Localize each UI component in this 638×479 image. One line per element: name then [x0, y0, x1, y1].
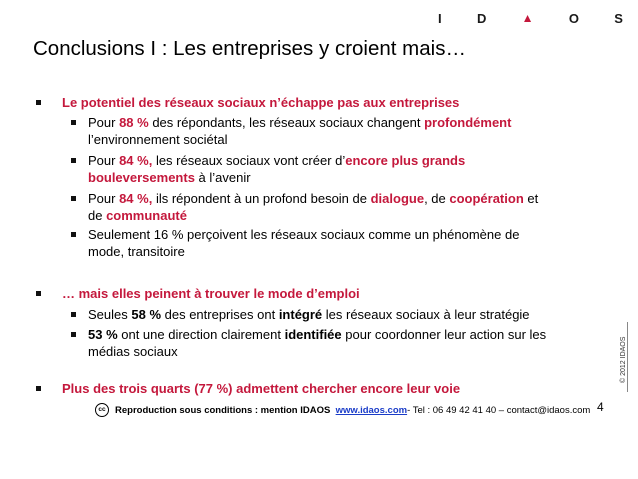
item-text: médias sociaux — [88, 343, 178, 359]
item-text: les réseaux sociaux vont créer d’ — [152, 153, 346, 168]
item-text: Seulement 16 % perçoivent les réseaux sociaux comme un phénomène de — [88, 227, 520, 242]
list-item — [88, 227, 598, 260]
item-highlight: communauté — [106, 207, 187, 223]
item-text: mode, transitoire — [88, 243, 185, 259]
item-text: de — [88, 207, 107, 223]
item-highlight: coopération — [449, 191, 524, 206]
bullet-square-icon — [71, 196, 76, 201]
item-bold: 53 % — [88, 327, 118, 342]
section1-heading: Le potentiel des réseaux sociaux n’échappe pas aux entreprises — [62, 95, 460, 110]
copyright-divider — [627, 322, 628, 392]
section3-heading: Plus des trois quarts (77 %) admettent chercher encore leur voie — [62, 381, 461, 396]
footer-notice: Reproduction sous conditions : mention IDAOS — [115, 404, 331, 416]
item-text: Pour — [88, 191, 120, 206]
list-item — [88, 153, 598, 186]
bullet-square-icon — [71, 312, 76, 317]
logo-triangle-icon: ▲ — [521, 11, 534, 25]
item-text: , de — [424, 191, 450, 206]
item-highlight: 88 % — [119, 115, 149, 130]
list-item — [88, 307, 598, 324]
item-highlight: 84 %, — [119, 153, 153, 168]
slide-title: Conclusions I : Les entreprises y croient mais… — [33, 37, 466, 60]
item-text: ont une direction clairement — [117, 327, 285, 342]
item-highlight: encore plus grands — [345, 153, 466, 168]
item-text: et — [523, 191, 539, 206]
creative-commons-icon: cc — [95, 403, 109, 417]
item-text: des entreprises ont — [161, 307, 279, 322]
logo-letter-i: I — [438, 10, 442, 26]
list-item — [88, 327, 598, 360]
item-highlight: dialogue — [370, 191, 425, 206]
item-text: pour coordonner leur action sur les — [341, 327, 547, 342]
item-text: l’environnement sociétal — [88, 131, 228, 147]
list-item — [88, 191, 598, 224]
footer — [95, 403, 590, 417]
bullet-square-icon — [36, 386, 41, 391]
bullet-square-icon — [71, 158, 76, 163]
item-highlight: bouleversements — [88, 169, 195, 185]
footer-contact: - Tel : 06 49 42 41 40 – contact@idaos.com — [407, 404, 591, 416]
item-text: Pour — [88, 153, 120, 168]
logo-letter-o: O — [568, 10, 579, 26]
bullet-square-icon — [71, 232, 76, 237]
bullet-square-icon — [36, 100, 41, 105]
copyright-notice: © 2012 IDAOS — [620, 336, 627, 383]
page-number: 4 — [597, 400, 604, 414]
bullet-square-icon — [71, 120, 76, 125]
idaos-logo — [438, 11, 623, 25]
item-bold: intégré — [278, 307, 323, 322]
footer-website-link[interactable]: www.idaos.com — [335, 404, 408, 416]
item-text: Pour — [88, 115, 120, 130]
item-highlight: profondément — [424, 115, 512, 130]
bullet-square-icon — [71, 332, 76, 337]
item-text: ils répondent à un profond besoin de — [152, 191, 371, 206]
logo-letter-d: D — [476, 10, 487, 26]
list-item — [88, 115, 598, 148]
item-highlight: 84 %, — [119, 191, 153, 206]
logo-letter-s: S — [614, 10, 623, 26]
section2-heading: … mais elles peinent à trouver le mode d’emploi — [62, 286, 360, 301]
item-bold: 58 % — [131, 307, 162, 322]
item-text: à l’avenir — [194, 169, 251, 185]
item-text: les réseaux sociaux à leur stratégie — [322, 307, 530, 322]
bullet-square-icon — [36, 291, 41, 296]
item-bold: identifiée — [284, 327, 342, 342]
item-text: Seules — [88, 307, 132, 322]
item-text: des répondants, les réseaux sociaux changent — [148, 115, 425, 130]
